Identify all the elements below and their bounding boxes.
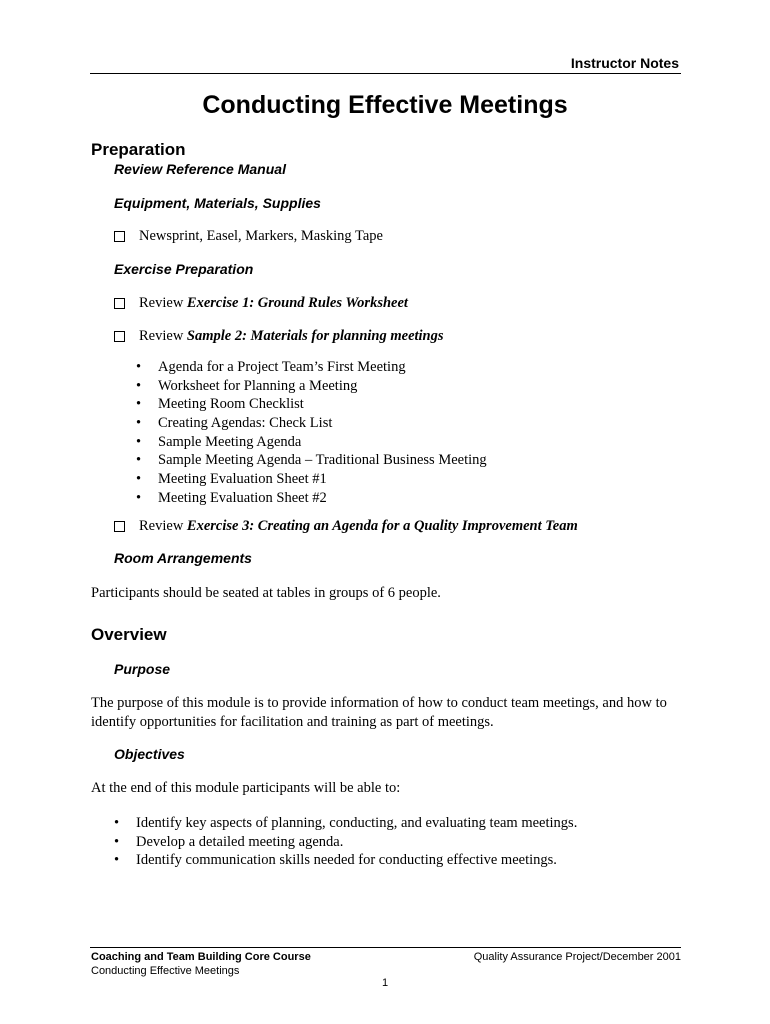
room-arrangements-heading: Room Arrangements: [114, 550, 252, 566]
room-arrangements-text: Participants should be seated at tables in groups of 6 people.: [91, 585, 441, 601]
checkbox-icon: [114, 231, 125, 242]
sample2-title: Sample 2: Materials for planning meetings: [186, 328, 444, 344]
sample-materials-list: [158, 358, 487, 508]
exercise1-title: Exercise 1: Ground Rules Worksheet: [186, 295, 408, 311]
list-item: • Meeting Room Checklist: [158, 395, 487, 414]
list-item: • Agenda for a Project Team’s First Meeting: [158, 358, 487, 377]
review-word: Review: [139, 295, 184, 311]
list-item: • Identify key aspects of planning, conducting, and evaluating team meetings.: [136, 814, 577, 833]
footer-project: Quality Assurance Project/December 2001: [473, 951, 681, 963]
sample2-checkbox-item: [114, 328, 444, 345]
checkbox-icon: [114, 298, 125, 309]
list-item: • Worksheet for Planning a Meeting: [158, 377, 487, 396]
list-item: • Sample Meeting Agenda: [158, 433, 487, 452]
objectives-list: [136, 814, 577, 870]
list-item: • Creating Agendas: Check List: [158, 414, 487, 433]
purpose-heading: Purpose: [114, 661, 171, 677]
purpose-text: The purpose of this module is to provide information of how to conduct team meetings, and how to identify opportunities for facilitation and training as part of meetings.: [91, 695, 667, 730]
equipment-heading: Equipment, Materials, Supplies: [114, 195, 321, 211]
list-item: • Sample Meeting Agenda – Traditional Business Meeting: [158, 451, 487, 470]
equipment-checkbox-item: [114, 228, 383, 245]
exercise3-checkbox-item: [114, 518, 578, 535]
preparation-heading: Preparation: [91, 140, 186, 159]
list-item: • Develop a detailed meeting agenda.: [136, 833, 577, 852]
objectives-intro: At the end of this module participants will be able to:: [91, 780, 401, 796]
equipment-item-text: Newsprint, Easel, Markers, Masking Tape: [139, 228, 383, 244]
page-number: 1: [382, 977, 389, 989]
list-item: • Meeting Evaluation Sheet #2: [158, 489, 487, 508]
footer-course: Coaching and Team Building Core Course: [91, 951, 311, 963]
header-divider: [90, 73, 681, 74]
overview-heading: Overview: [91, 625, 167, 644]
header-label: Instructor Notes: [570, 55, 679, 71]
footer-module: Conducting Effective Meetings: [91, 965, 240, 977]
exercise1-checkbox-item: [114, 295, 408, 312]
page-title: Conducting Effective Meetings: [202, 91, 568, 119]
exercise-preparation-heading: Exercise Preparation: [114, 261, 254, 277]
checkbox-icon: [114, 521, 125, 532]
review-word: Review: [139, 328, 184, 344]
footer-divider: [90, 947, 681, 948]
checkbox-icon: [114, 331, 125, 342]
objectives-heading: Objectives: [114, 746, 185, 762]
list-item: • Identify communication skills needed for conducting effective meetings.: [136, 851, 577, 870]
list-item: • Meeting Evaluation Sheet #1: [158, 470, 487, 489]
review-word: Review: [139, 518, 184, 534]
exercise3-title: Exercise 3: Creating an Agenda for a Quality Improvement Team: [186, 518, 578, 534]
review-reference-heading: Review Reference Manual: [114, 161, 286, 177]
